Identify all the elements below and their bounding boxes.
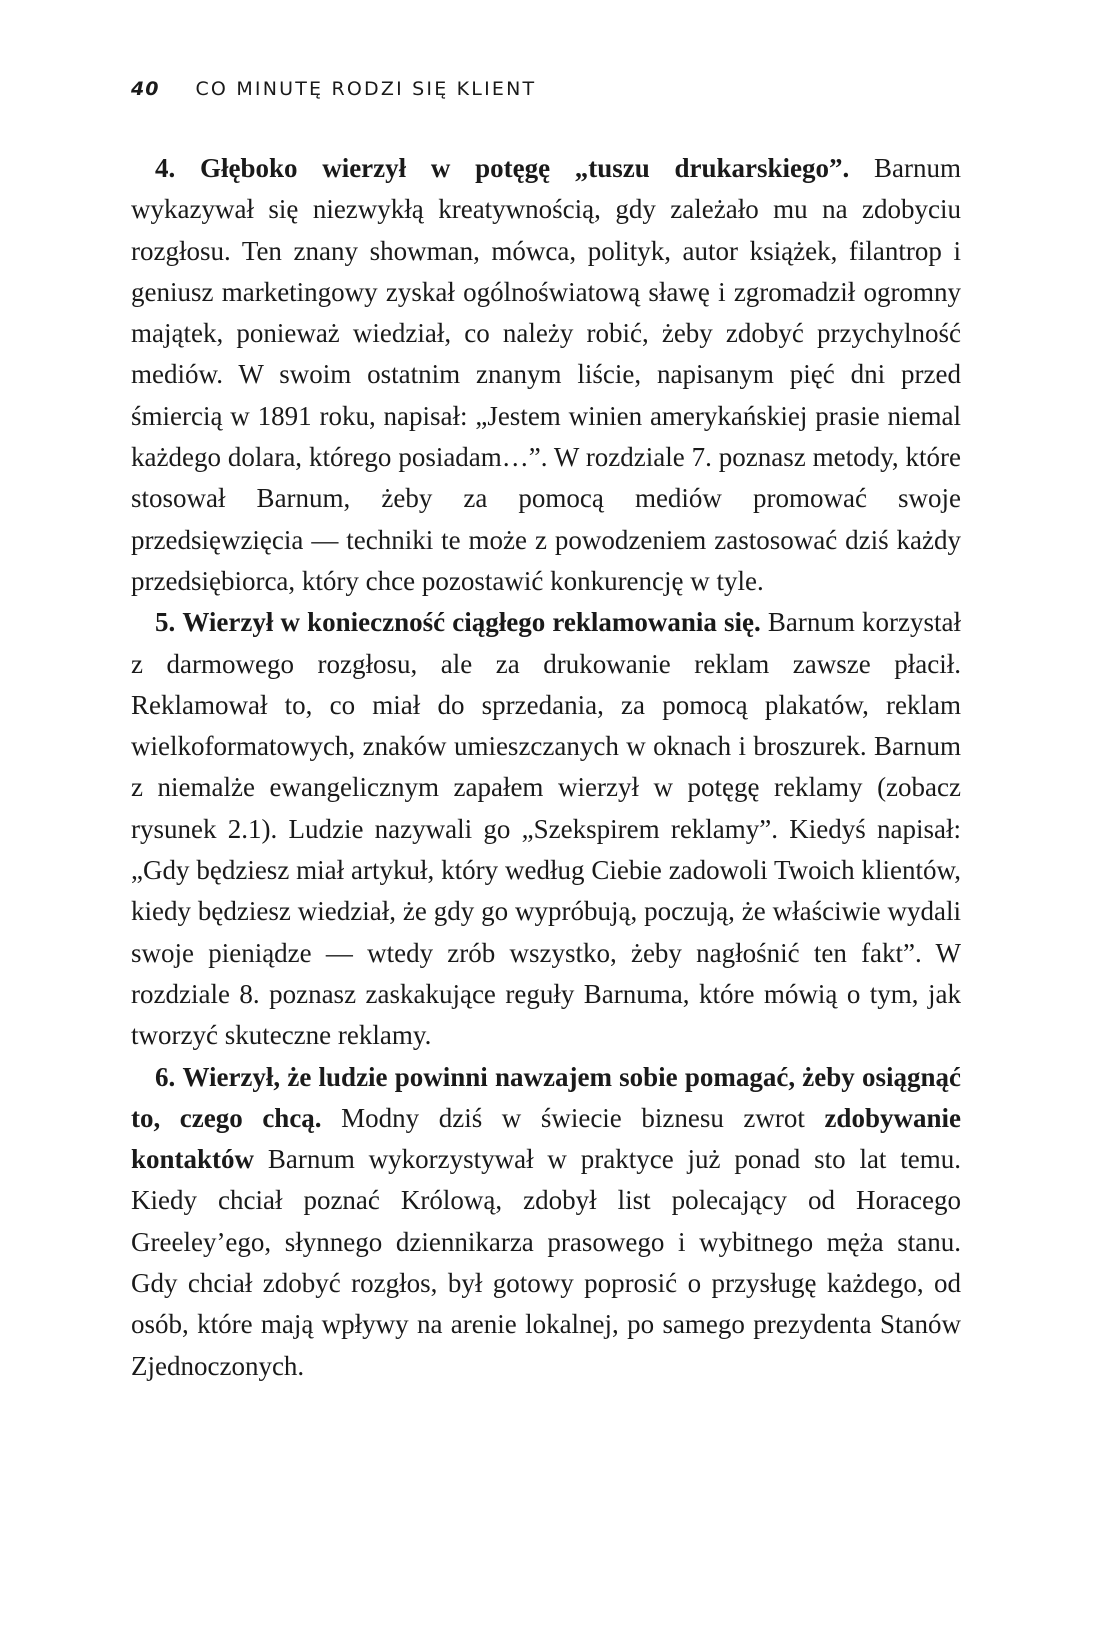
item-text: Barnum wykorzystywał w praktyce już ponad sto lat temu. Kiedy chciał poznać Królową, zdobył list polecający od Horacego Greeley’ego, słynnego dziennikarza prasowego i wybitnego męża stanu. Gdy chciał zdobyć rozgłos, był gotowy poprosić o przysługę każdego, od osób, które mają wpływy na arenie lokalnej, po samego prezydenta Stanów Zjednoczonych.	[131, 1144, 961, 1381]
item-text-before: Modny dziś w świecie biznesu zwrot	[321, 1102, 825, 1133]
page-number: 40	[131, 78, 160, 100]
item-lead: Głęboko wierzył w potęgę „tuszu drukarskiego”.	[199, 153, 850, 183]
item-text: Barnum wykazywał się niezwykłą kreatywnością, gdy zależało mu na zdobyciu rozgłosu. Ten znany showman, mówca, polityk, autor książek, filantrop i geniusz marketingowy zyskał ogólnoświatową sławę i zgromadził ogromny majątek, ponieważ wiedział, co należy robić, żeby zdobyć przychylność mediów. W swoim ostatnim znanym liście, napisanym pięć dni przed śmiercią w 1891 roku, napisał: „Jestem winien amerykańskiej prasie niemal każdego dolara, którego posiadam…”. W rozdziale 7. poznasz metody, które stosował Barnum, żeby za pomocą mediów promować swoje przedsięwzięcia — techniki te może z powodzeniem zastosować dziś każdy przedsiębiorca, który chce pozostawić konkurencję w tyle.	[131, 153, 961, 596]
list-item-6	[131, 1057, 961, 1387]
item-number: 4.	[155, 153, 176, 183]
item-number: 5.	[155, 607, 176, 638]
list-item-4	[131, 148, 961, 602]
running-head	[131, 74, 536, 104]
item-emphasis: zdobywanie kontaktów	[131, 1102, 961, 1175]
running-title: CO MINUTĘ RODZI SIĘ KLIENT	[195, 78, 537, 100]
item-lead: Wierzył w konieczność ciągłego reklamowania się.	[182, 607, 761, 638]
item-text: Barnum korzystał z darmowego rozgłosu, ale za drukowanie reklam zawsze płacił. Reklamował to, co miał do sprzedania, za pomocą plakatów, reklam wielkoformatowych, znaków umieszczanych w oknach i broszurek. Barnum z niemalże ewangelicznym zapałem wierzył w potęgę reklamy (zobacz rysunek 2.1). Ludzie nazywali go „Szekspirem reklamy”. Kiedyś napisał: „Gdy będziesz miał artykuł, który według Ciebie zadowoli Twoich klientów, kiedy będziesz wiedział, że gdy go wypróbują, poczują, że właściwie wydali swoje pieniądze — wtedy zrób wszystko, żeby nagłośnić ten fakt”. W rozdziale 8. poznasz zaskakujące reguły Barnuma, które mówią o tym, jak tworzyć skuteczne reklamy.	[131, 607, 961, 1051]
body-text	[131, 148, 961, 1387]
item-number: 6.	[155, 1061, 176, 1092]
list-item-5	[131, 602, 961, 1056]
item-lead: Wierzył, że ludzie powinni nawzajem sobie pomagać, żeby osiągnąć to, czego chcą.	[131, 1061, 961, 1133]
